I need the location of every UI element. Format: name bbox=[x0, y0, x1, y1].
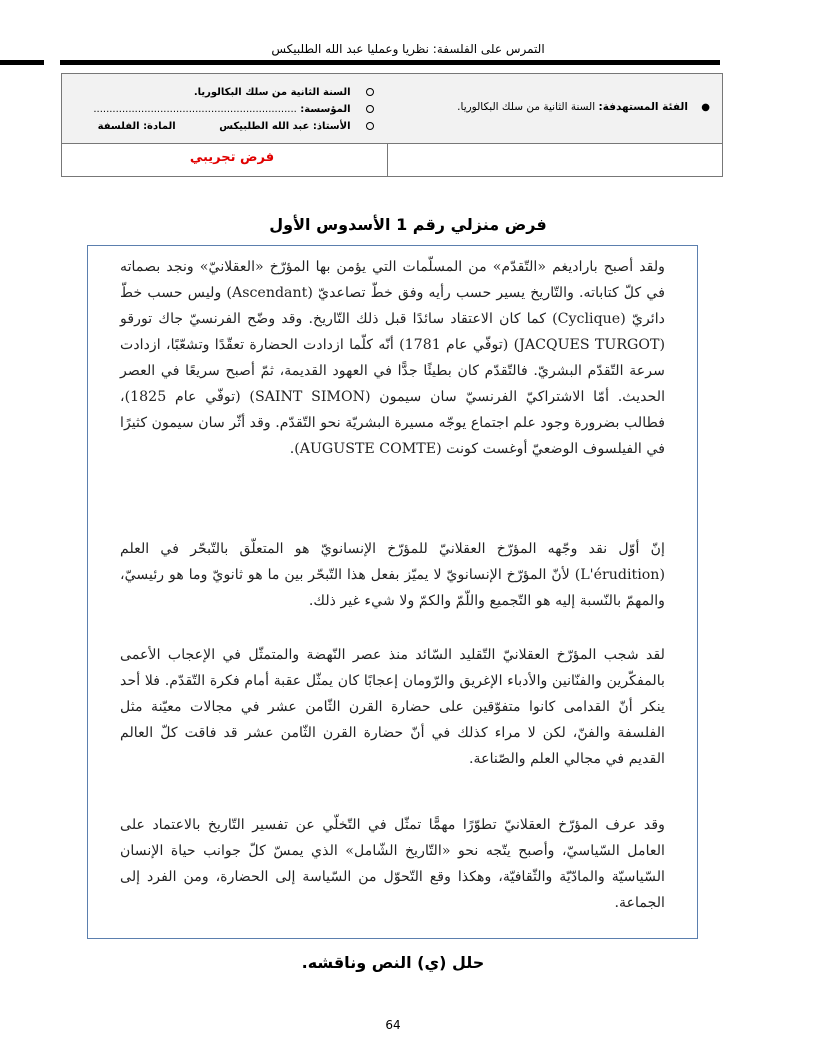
teacher-name: عبد الله الطلبيكس bbox=[219, 121, 310, 132]
header-rule bbox=[60, 60, 720, 65]
header-rule-left bbox=[0, 60, 44, 65]
bullet-icon: ● bbox=[701, 102, 710, 113]
subject-label: المادة: bbox=[143, 121, 176, 132]
text-excerpt-box bbox=[87, 245, 698, 939]
level-row bbox=[74, 84, 374, 101]
info-table bbox=[61, 73, 723, 177]
paragraph-4: وقد عرف المؤرّخ العقلانيّ تطوّرًا مهمًّا تمثّل في التّخلّي عن تفسير التّاريخ بالاعتماد على العامل السّياسيّ، وأصبح يتّجه نحو «التّاريخ الشّامل» الذي يمسّ كلّ جوانب حياة الإنسان السّياسيّة والمادّيّة والثّقافيّة، وهكذا وقع التّحوّل من السّياسة إلى الحضارة، ومن الفرد إلى الجماعة. bbox=[120, 817, 665, 911]
institution-dots: ................................................................ bbox=[93, 104, 297, 115]
exam-type: فرض تجريبي bbox=[189, 150, 275, 165]
institution-label: المؤسسة: bbox=[300, 104, 351, 115]
page-number: 64 bbox=[385, 1018, 401, 1032]
assignment-title: فرض منزلي رقم 1 الأسدوس الأول bbox=[269, 215, 547, 234]
institution-row bbox=[74, 101, 374, 118]
target-label: الفئة المستهدفة: bbox=[598, 101, 688, 113]
teacher-row bbox=[74, 118, 374, 135]
paragraph-2: إنّ أوّل نقد وجّهه المؤرّخ العقلانيّ للمؤرّخ الإنسانويّ هو المتعلّق بالتّبحّر في العلم (L'érudition) لأنّ المؤرّخ الإنسانويّ لا يميّز بفعل هذا التّبحّر بين ما هو ثانويّ وما هو رئيسيّ، والمهمّ بالنّسبة إليه هو التّجميع واللّمّ والكمّ ولا شيء غير ذلك. bbox=[120, 541, 665, 609]
target-audience bbox=[457, 101, 710, 113]
level-value: السنة الثانية من سلك البكالوريا. bbox=[193, 87, 351, 98]
target-value: السنة الثانية من سلك البكالوريا. bbox=[457, 101, 596, 113]
teacher-label: الأستاذ: bbox=[312, 121, 351, 132]
paragraph-1: ولقد أصبح باراديغم «التّقدّم» من المسلّمات التي يؤمن بها المؤرّخ «العقلانيّ» ونجد بصماته في كلّ كتاباته. والتّاريخ يسير حسب رأيه وفق خطّ تصاعديّ (Ascendant) وليس حسب خطّ دائريّ (Cyclique) كما كان الاعتقاد سائدًا قبل ذلك التّاريخ. وقد وضّح الفرنسيّ جاك تورقو (JACQUES TURGOT) (توفّي عام 1781) أنّه كلّما ازدادت الحضارة تعقّدًا وتشعّبًا، ازدادت سرعة التّقدّم البشريّ. فالتّقدّم كان بطيئًا جدًّا في العهود القديمة، ثمّ أصبح سريعًا في العصر الحديث. أمّا الاشتراكيّ الفرنسيّ سان سيمون (SAINT SIMON) (توفّي عام 1825)، فطالب بضرورة وجود علم اجتماع يوجّه مسيرة البشريّة نحو التّقدّم. وقد أثّر سان سيمون كثيرًا في الفيلسوف الوضعيّ أوغست كونت (AUGUSTE COMTE). bbox=[120, 259, 666, 457]
paragraph-3: لقد شجب المؤرّخ العقلانيّ التّقليد السّائد منذ عصر النّهضة والمتمثّل في الإعجاب الأعمى بالمفكّرين والفنّانين والأدباء الإغريق والرّومان إعجابًا كان يمثّل عقبة أمام فكرة التّقدّم. فلا أحد ينكر أنّ القدامى كانوا متفوّقين على حضارة القرن الثّامن عشر في مجالات معيّنة مثل الفلسفة والفنّ، لكن لا مراء كذلك في أنّ حضارة القرن الثّامن عشر قد فاقت كلّ العالم القديم في مجالي العلم والصّناعة. bbox=[120, 647, 665, 767]
circle-bullet-icon bbox=[366, 105, 374, 113]
target-cell bbox=[386, 74, 722, 144]
details-cell bbox=[62, 74, 388, 144]
circle-bullet-icon bbox=[366, 122, 374, 130]
circle-bullet-icon bbox=[366, 88, 374, 96]
question: حلل (ي) النص وناقشه. bbox=[301, 953, 485, 972]
subject-value: الفلسفة bbox=[97, 121, 140, 132]
document-header: التمرس على الفلسفة: نظريا وعمليا عبد الله الطلبيكس bbox=[271, 42, 545, 56]
